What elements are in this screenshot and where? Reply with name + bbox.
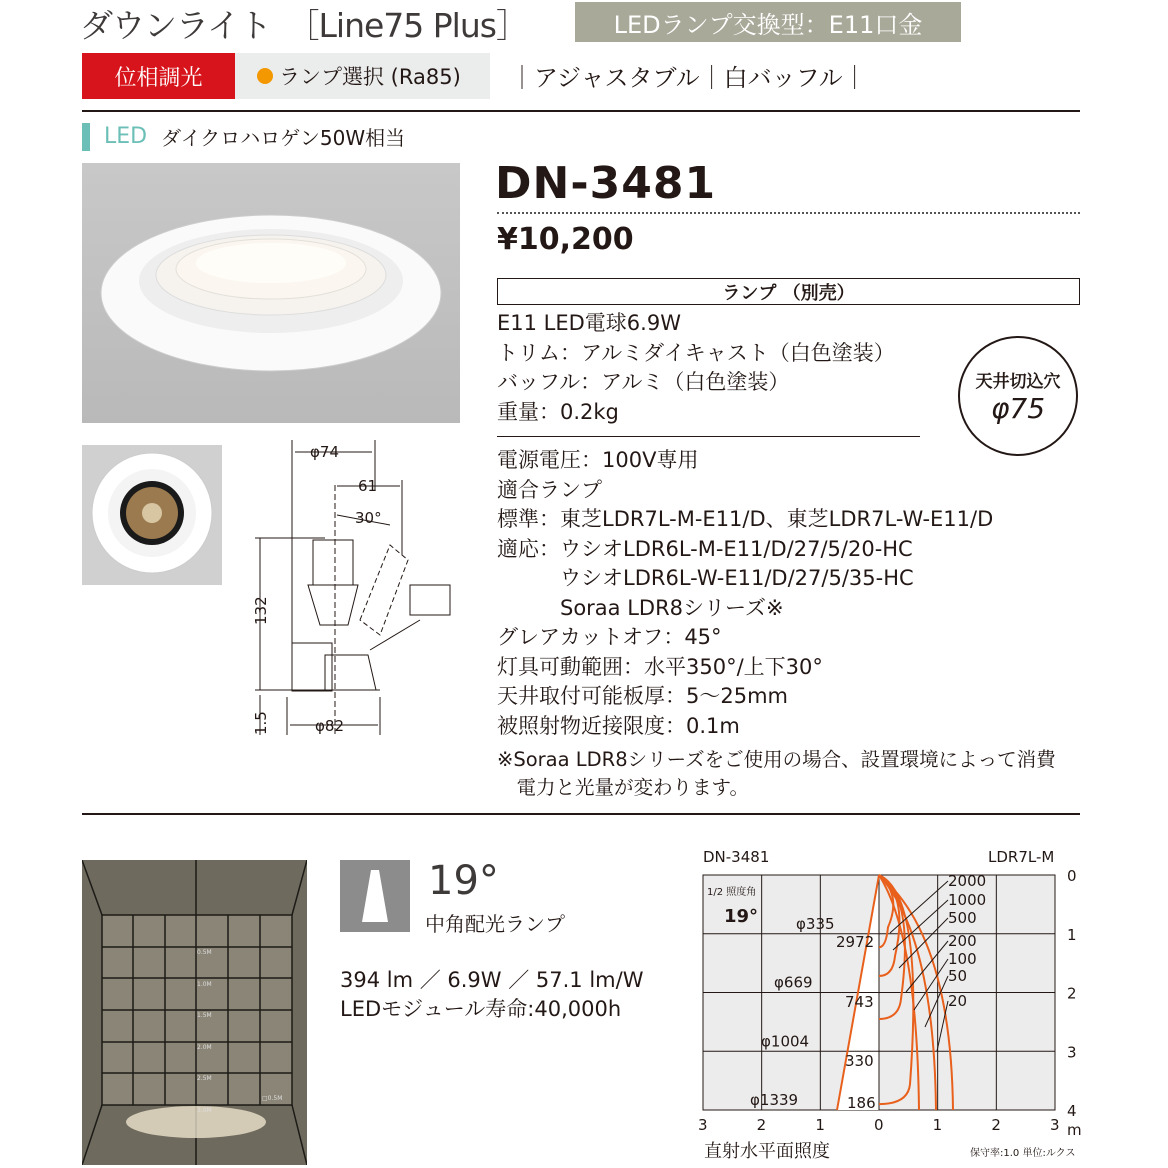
- y-tick: 4: [1067, 1102, 1077, 1120]
- y-tick: 2: [1067, 984, 1077, 1003]
- page-title: ダウンライト ［Line75 Plus］: [80, 6, 528, 45]
- lamp-type-badge: LEDランプ交換型：E11口金: [575, 2, 961, 42]
- lumen-output: 394 lm ／ 6.9W ／ 57.1 lm/W: [340, 968, 644, 992]
- chart-footnote: 保守率:1.0 単位:ルクス: [970, 1148, 1076, 1159]
- model-number: DN-3481: [495, 158, 717, 209]
- spec-line: 灯具可動範囲：水平350°/上下30°: [497, 654, 823, 679]
- spec-line: 重量：0.2kg: [497, 399, 619, 424]
- spec-line: 電源電圧：100V専用: [497, 448, 699, 472]
- chart-lamp: LDR7L-M: [988, 848, 1055, 866]
- isolux-label: 50: [948, 967, 968, 985]
- x-tick: 2: [756, 1116, 767, 1134]
- note-line: ※Soraa LDR8シリーズをご使用の場合、設置環境によって消費: [497, 748, 1056, 771]
- spec-line: ウシオLDR6L-W-E11/D/27/5/35-HC: [497, 566, 914, 590]
- spec-list-1: [497, 309, 895, 427]
- dim-angle: 30°: [355, 509, 382, 527]
- dim-depth: 61: [358, 477, 378, 495]
- diameter-label: φ1004: [761, 1032, 810, 1051]
- module-life: LEDモジュール寿命:40,000h: [340, 997, 622, 1021]
- room-grid-label: □0.5M: [262, 1095, 283, 1102]
- center-lux-label: 186: [847, 1094, 876, 1112]
- dim-height: 132: [252, 596, 270, 625]
- spec-list-2: [497, 446, 993, 741]
- chart-xlabel: 直射水平面照度: [704, 1141, 830, 1162]
- isolux-label: 20: [948, 992, 968, 1010]
- isolux-label: 2000: [948, 872, 987, 890]
- spec-line: Soraa LDR8シリーズ※: [497, 595, 784, 620]
- spec-line: トリム：アルミダイキャスト（白色塗装）: [497, 340, 895, 365]
- half-angle-value: 19°: [724, 906, 759, 927]
- cutout-circle: [958, 336, 1078, 456]
- spec-line: 天井取付可能板厚：5～25mm: [497, 684, 788, 708]
- spec-line: 標準：東芝LDR7L-M-E11/D、東芝LDR7L-W-E11/D: [497, 507, 994, 531]
- spec-line: 被照射物近接限度：0.1m: [497, 713, 740, 738]
- isolux-label: 1000: [948, 891, 987, 909]
- divider: [497, 436, 920, 437]
- center-lux-label: 2972: [836, 933, 875, 951]
- illuminance-chart: [690, 840, 1090, 1168]
- x-tick: 1: [932, 1116, 943, 1134]
- y-tick: 0: [1067, 867, 1077, 885]
- beam-angle-icon: [340, 860, 410, 932]
- half-angle-label: 1/2 照度角: [707, 887, 757, 898]
- diameter-label: φ1339: [750, 1091, 799, 1109]
- dim-top: φ74: [310, 443, 339, 461]
- dotted-divider: [497, 212, 1080, 214]
- product-photo: [82, 163, 460, 423]
- center-lux-label: 330: [845, 1052, 874, 1070]
- feature-list: ｜アジャスタブル｜白バッフル｜: [510, 64, 867, 92]
- isolux-label: 500: [948, 909, 977, 927]
- chart-model: DN-3481: [703, 848, 770, 866]
- x-tick: 2: [991, 1116, 1001, 1134]
- x-tick: 0: [874, 1116, 884, 1134]
- room-label: 2.0M: [197, 1043, 212, 1051]
- x-tick: 3: [698, 1116, 708, 1134]
- room-simulation-image: [82, 860, 307, 1165]
- divider: [82, 813, 1080, 815]
- note-line: 電力と光量が変わります。: [497, 776, 749, 799]
- room-label: 3.0M: [197, 1106, 212, 1114]
- spec-line: E11 LED電球6.9W: [497, 311, 681, 335]
- teal-bar-icon: [82, 123, 90, 151]
- center-lux-label: 743: [845, 993, 874, 1011]
- dim-bottom: φ82: [315, 717, 344, 735]
- y-tick: 3: [1067, 1043, 1077, 1062]
- beam-angle: 19°: [428, 858, 499, 904]
- isolux-label: 200: [948, 932, 977, 950]
- spec-line: バッフル：アルミ（白色塗装）: [497, 370, 790, 394]
- x-tick: 3: [1050, 1116, 1060, 1134]
- beam-type: 中角配光ランプ: [425, 912, 565, 936]
- cutout-value: φ75: [990, 392, 1046, 425]
- cutout-label: 天井切込穴: [975, 372, 1061, 392]
- chart-unit: m: [1067, 1121, 1082, 1139]
- note: [497, 746, 1056, 802]
- led-label: LED: [104, 124, 148, 149]
- room-height-labels: [197, 937, 212, 1126]
- room-label: 2.5M: [197, 1075, 212, 1082]
- diameter-label: φ335: [796, 914, 835, 933]
- lamp-select-tag: [235, 53, 490, 99]
- room-label: 1.5M: [197, 1012, 212, 1019]
- x-tick: 1: [815, 1116, 825, 1134]
- spec-line: グレアカットオフ：45°: [497, 625, 722, 649]
- dimming-tag: 位相調光: [82, 53, 235, 99]
- led-line: [82, 122, 405, 151]
- spec-line: 適応：ウシオLDR6L-M-E11/D/27/5/20-HC: [497, 536, 913, 561]
- product-front-photo: [82, 445, 222, 585]
- dimension-drawing: [240, 435, 470, 745]
- dim-flange: 1.5: [252, 711, 270, 735]
- equivalent-label: ダイクロハロゲン50W相当: [161, 126, 406, 150]
- orange-dot-icon: [257, 68, 273, 84]
- lamp-select-label: ランプ選択 (Ra85): [279, 65, 461, 89]
- divider: [82, 110, 1080, 112]
- price: ¥10,200: [497, 222, 634, 257]
- lamp-header: ランプ （別売）: [497, 278, 1080, 305]
- diameter-label: φ669: [774, 973, 813, 992]
- y-tick: 1: [1067, 925, 1077, 944]
- isolux-label: 100: [948, 950, 977, 968]
- room-label: 0.5M: [197, 949, 212, 956]
- spec-line: 適合ランプ: [497, 477, 602, 502]
- room-label: 1.0M: [197, 980, 212, 988]
